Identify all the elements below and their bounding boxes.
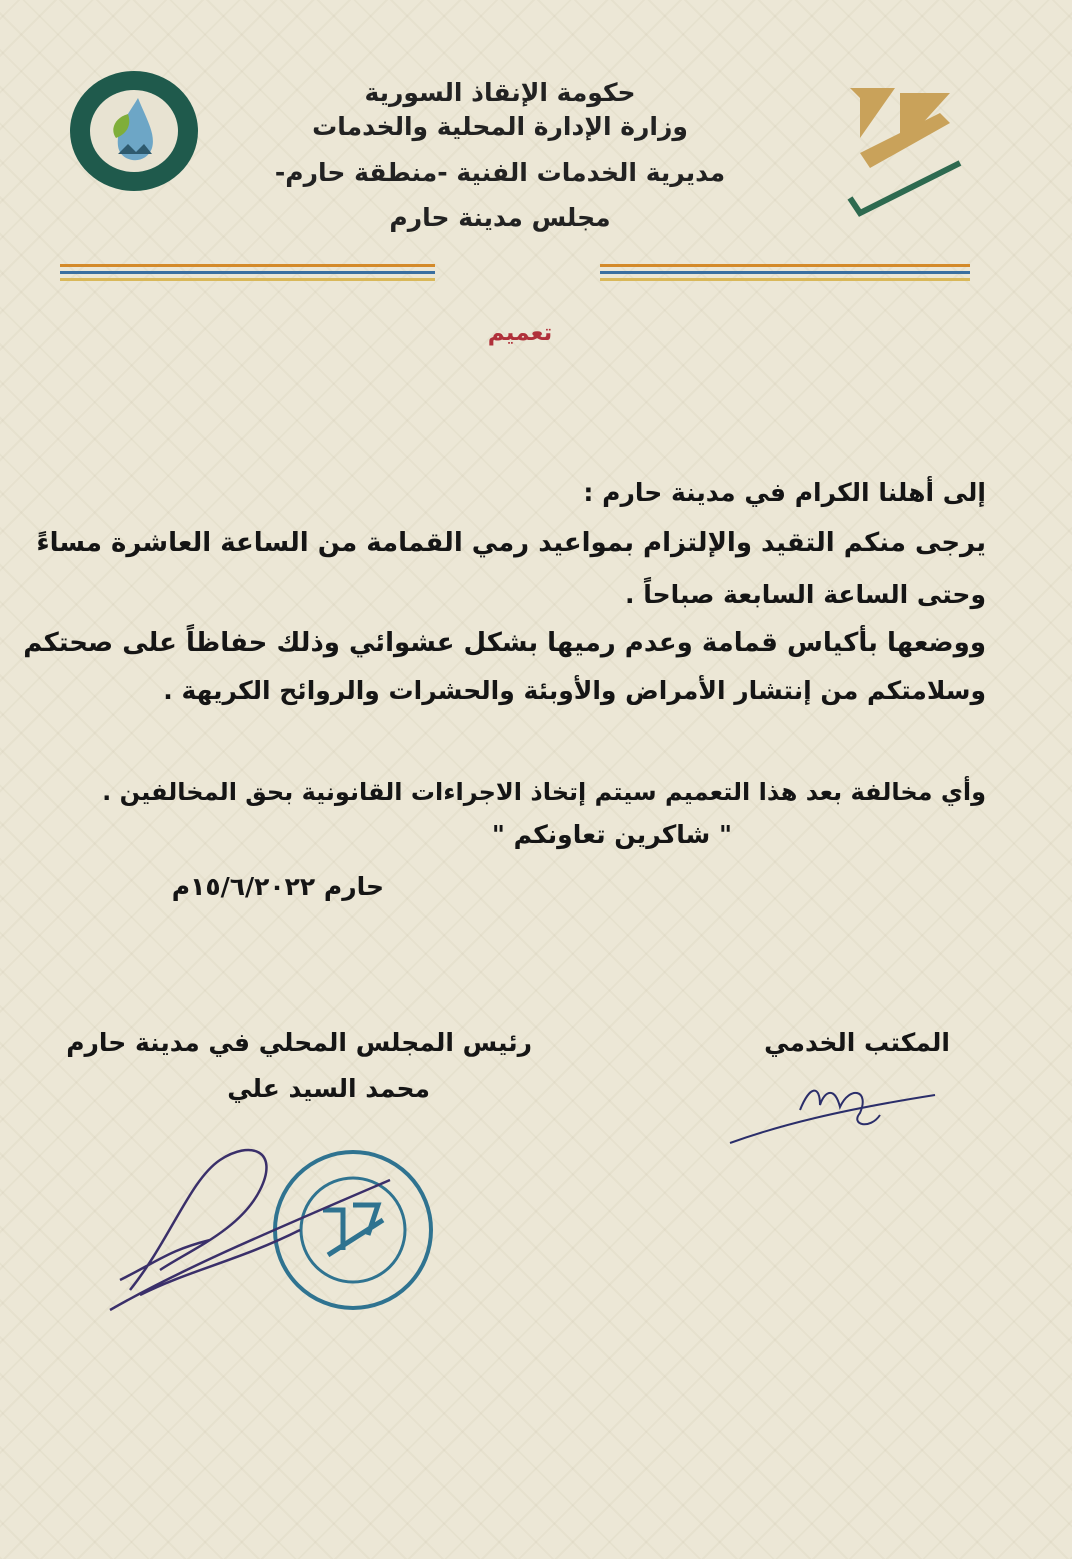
header-directorate: مديرية الخدمات الفنية -منطقة حارم- [274, 158, 726, 187]
body-line: يرجى منكم التقيد والإلتزام بمواعيد رمي القمامة من الساعة العاشرة مساءً [36, 528, 986, 558]
thanks-line: " شاكرين تعاونكم " [491, 820, 732, 849]
signature-head-title: رئيس المجلس المحلي في مدينة حارم [66, 1028, 532, 1057]
signature-office-label: المكتب الخدمي [764, 1028, 950, 1057]
header-ministry: وزارة الإدارة المحلية والخدمات [312, 112, 688, 141]
body-line: ووضعها بأكياس قمامة وعدم رميها بشكل عشوائي وذلك حفاظاً على صحتكم [23, 628, 986, 658]
head-signature [100, 1120, 400, 1320]
date: حارم ١٥/٦/٢٠٢٢م [171, 872, 384, 901]
divider-right [600, 264, 970, 267]
warning-line: وأي مخالفة بعد هذا التعميم سيتم إتخاذ الاجراءات القانونية بحق المخالفين . [102, 778, 986, 806]
divider-left [60, 264, 435, 267]
signature-head-name: محمد السيد علي [227, 1074, 430, 1103]
body-line: وسلامتكم من إنتشار الأمراض والأوبئة والحشرات والروائح الكريهة . [163, 676, 986, 705]
body-line: وحتى الساعة السابعة صباحاً . [625, 580, 986, 609]
office-signature [720, 1065, 950, 1155]
header-government: حكومة الإنقاذ السورية [364, 78, 636, 107]
greeting: إلى أهلنا الكرام في مدينة حارم : [583, 478, 986, 507]
document-title: تعميم [487, 320, 553, 346]
syria-logo [840, 78, 970, 218]
ministry-seal-logo [66, 68, 202, 194]
header-council: مجلس مدينة حارم [389, 203, 611, 232]
